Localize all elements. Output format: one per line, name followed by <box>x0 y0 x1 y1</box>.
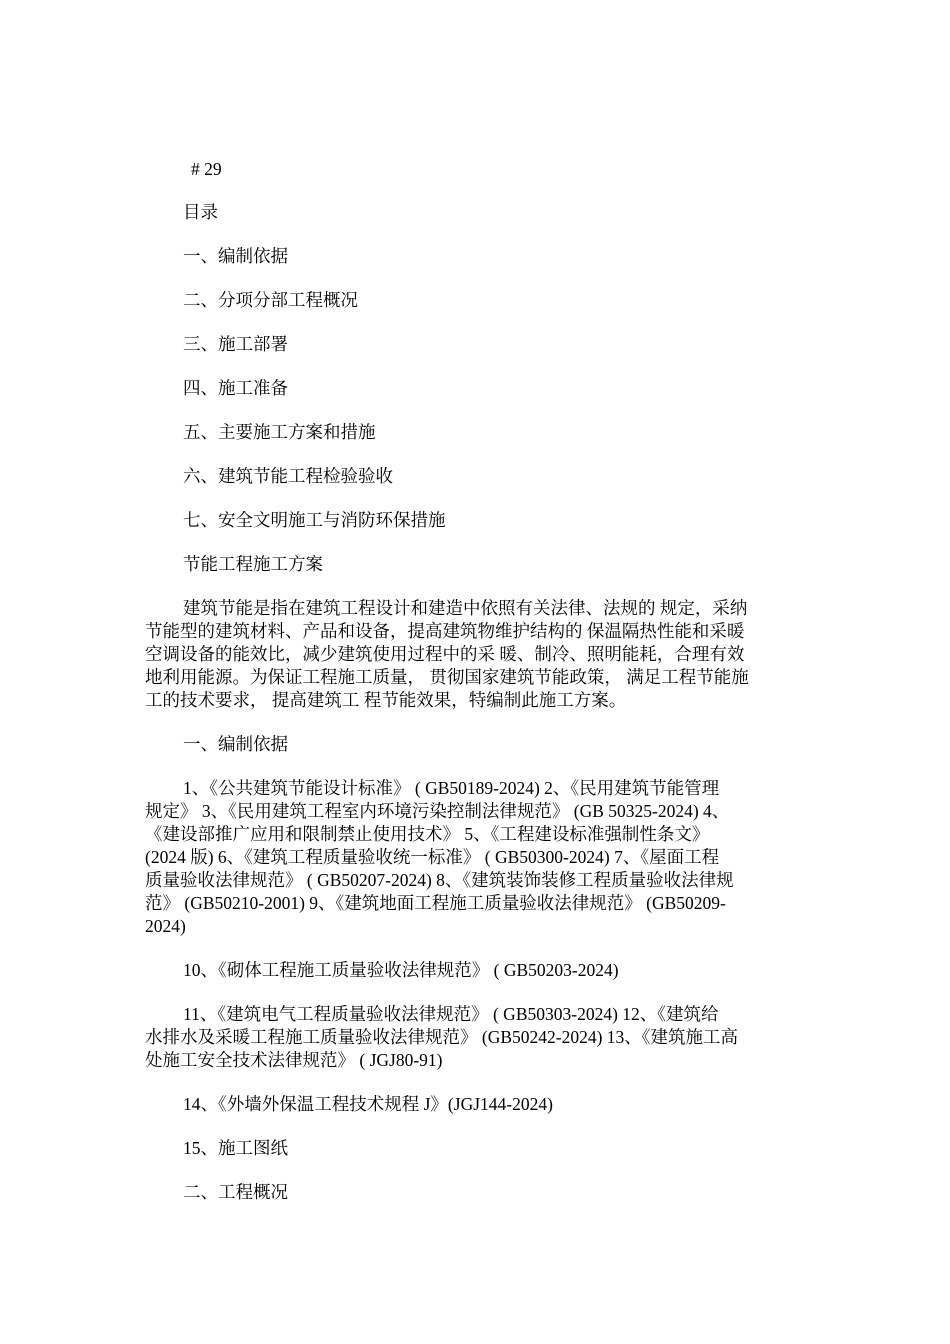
section-title: 一、编制依据 <box>183 734 288 754</box>
toc-item: 三、施工部署 <box>183 334 288 354</box>
basis-item: 15、施工图纸 <box>183 1138 288 1158</box>
paragraph-line: 《建设部推广应用和限制禁止使用技术》 5、《工程建设标准强制性条文》 <box>145 824 710 844</box>
paragraph-line: 规定》 3、《民用建筑工程室内环境污染控制法律规范》 (GB 50325-2024) 4、 <box>145 801 730 821</box>
paragraph-line: 11、《建筑电气工程质量验收法律规范》 ( GB50303-2024) 12、《建筑给 <box>183 1004 719 1024</box>
toc-item: 一、编制依据 <box>183 246 288 266</box>
page-number: # 29 <box>191 159 222 179</box>
plan-title: 节能工程施工方案 <box>183 554 323 574</box>
toc-item: 七、安全文明施工与消防环保措施 <box>183 510 446 530</box>
toc-title: 目录 <box>183 202 218 222</box>
paragraph-line: 水排水及采暖工程施工质量验收法律规范》 (GB50242-2024) 13、《建筑施工高 <box>145 1027 739 1047</box>
paragraph-line: 范》 (GB50210-2001) 9、《建筑地面工程施工质量验收法律规范》 (GB50209- <box>145 893 726 913</box>
paragraph-line: 空调设备的能效比，减少建筑使用过程中的采 暖、制冷、照明能耗，合理有效 <box>145 644 745 664</box>
paragraph-line: 1、《公共建筑节能设计标准》 ( GB50189-2024) 2、《民用建筑节能管理 <box>183 778 720 798</box>
toc-item: 二、分项分部工程概况 <box>183 290 358 310</box>
paragraph-line: 处施工安全技术法律规范》 ( JGJ80-91) <box>145 1050 443 1070</box>
document-page <box>145 158 805 1225</box>
basis-paragraph <box>145 1003 805 1072</box>
basis-item: 14、《外墙外保温工程技术规程 J》(JGJ144-2024) <box>183 1094 553 1114</box>
paragraph-line: 2024) <box>145 916 186 936</box>
paragraph-line: (2024 版) 6、《建筑工程质量验收统一标准》 ( GB50300-2024) 7、《屋面工程 <box>145 847 720 867</box>
toc-item: 五、主要施工方案和措施 <box>183 422 376 442</box>
toc-item: 六、建筑节能工程检验验收 <box>183 466 393 486</box>
basis-item: 10、《砌体工程施工质量验收法律规范》 ( GB50203-2024) <box>183 960 619 980</box>
paragraph-line: 建筑节能是指在建筑工程设计和建造中依照有关法律、法规的 规定，采纳 <box>183 598 748 618</box>
section-title: 二、工程概况 <box>183 1182 288 1202</box>
toc-item: 四、施工准备 <box>183 378 288 398</box>
paragraph-line: 节能型的建筑材料、产品和设备，提高建筑物维护结构的 保温隔热性能和采暖 <box>145 621 745 641</box>
paragraph-line: 质量验收法律规范》 ( GB50207-2024) 8、《建筑装饰装修工程质量验收法律规 <box>145 870 734 890</box>
paragraph-line: 工的技术要求， 提高建筑工 程节能效果，特编制此施工方案。 <box>145 690 627 710</box>
paragraph-line: 地利用能源。为保证工程施工质量， 贯彻国家建筑节能政策， 满足工程节能施 <box>145 667 749 687</box>
intro-paragraph <box>145 597 805 712</box>
basis-paragraph <box>145 777 805 938</box>
